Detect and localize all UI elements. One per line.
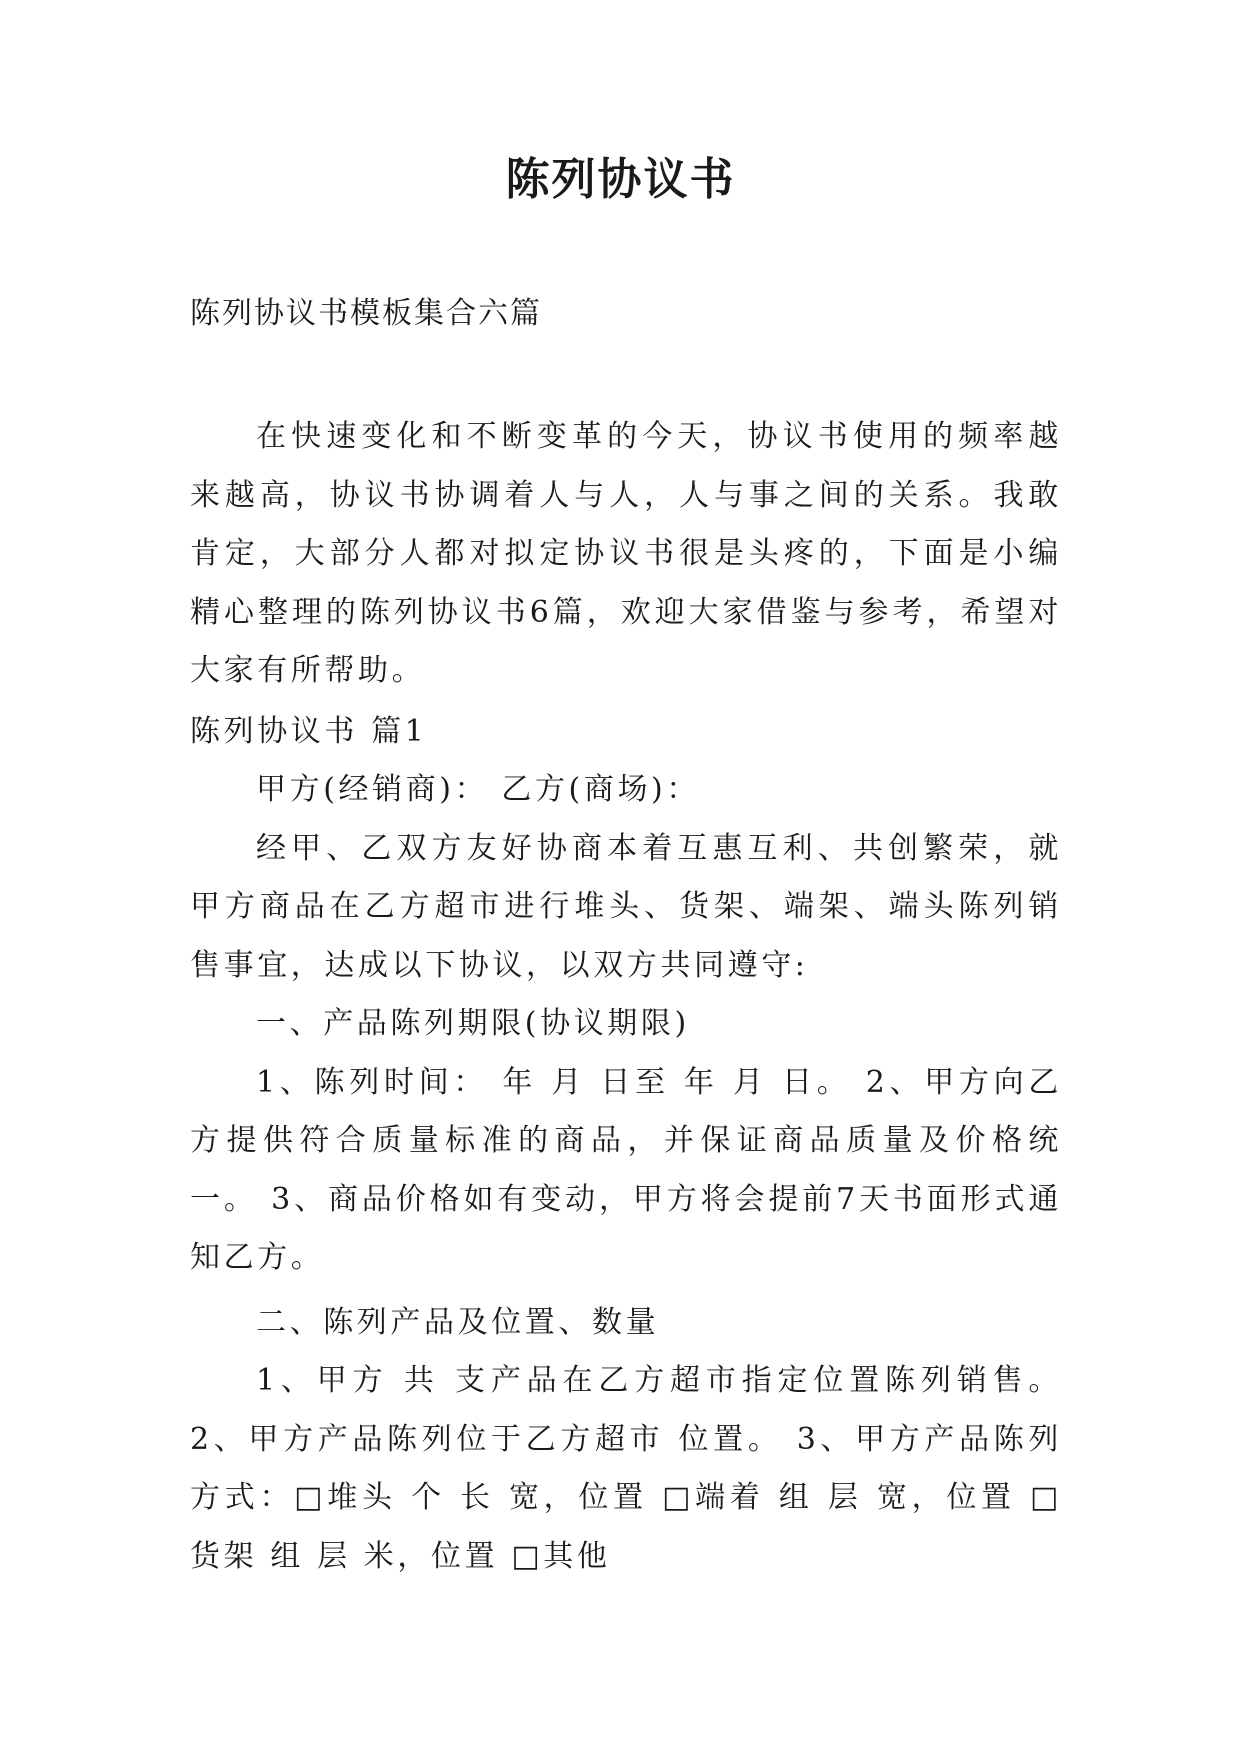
clause-heading-2: 二、陈列产品及位置、数量 (256, 1304, 660, 1340)
clause-2-body: 1、甲方 共 支产品在乙方超市指定位置陈列销售。 2、甲方产品陈列位于乙方超市 位置。 3、甲方产品陈列方式：□堆头 个 长 宽，位置 □端着 组 层 宽，位置 □货架 组 层 米，位置 □其他 (190, 1363, 1062, 1574)
section-heading-1: 陈列协议书 篇1 (190, 713, 428, 749)
document-body (190, 408, 1062, 1586)
document-title: 陈列协议书 (505, 154, 736, 205)
parties-line: 甲方(经销商)： 乙方(商场)： (256, 772, 700, 807)
preamble-paragraph: 经甲、乙双方友好协商本着互惠互利、共创繁荣，就甲方商品在乙方超市进行堆头、货架、端架、端头陈列销售事宜，达成以下协议，以双方共同遵守: (190, 830, 1062, 983)
document-subtitle: 陈列协议书模板集合六篇 (190, 296, 542, 331)
intro-paragraph: 在快速变化和不断变革的今天，协议书使用的频率越来越高，协议书协调着人与人，人与事之间的关系。我敢肯定，大部分人都对拟定协议书很是头疼的，下面是小编精心整理的陈列协议书6篇，欢迎大家借鉴与参考，希望对大家有所帮助。 (190, 419, 1062, 688)
clause-heading-1: 一、产品陈列期限(协议期限) (256, 1006, 690, 1041)
clause-1-body: 1、陈列时间： 年 月 日至 年 月 日。 2、甲方向乙方提供符合质量标准的商品，并保证商品质量及价格统一。 3、商品价格如有变动，甲方将会提前7天书面形式通知乙方。 (190, 1064, 1062, 1275)
